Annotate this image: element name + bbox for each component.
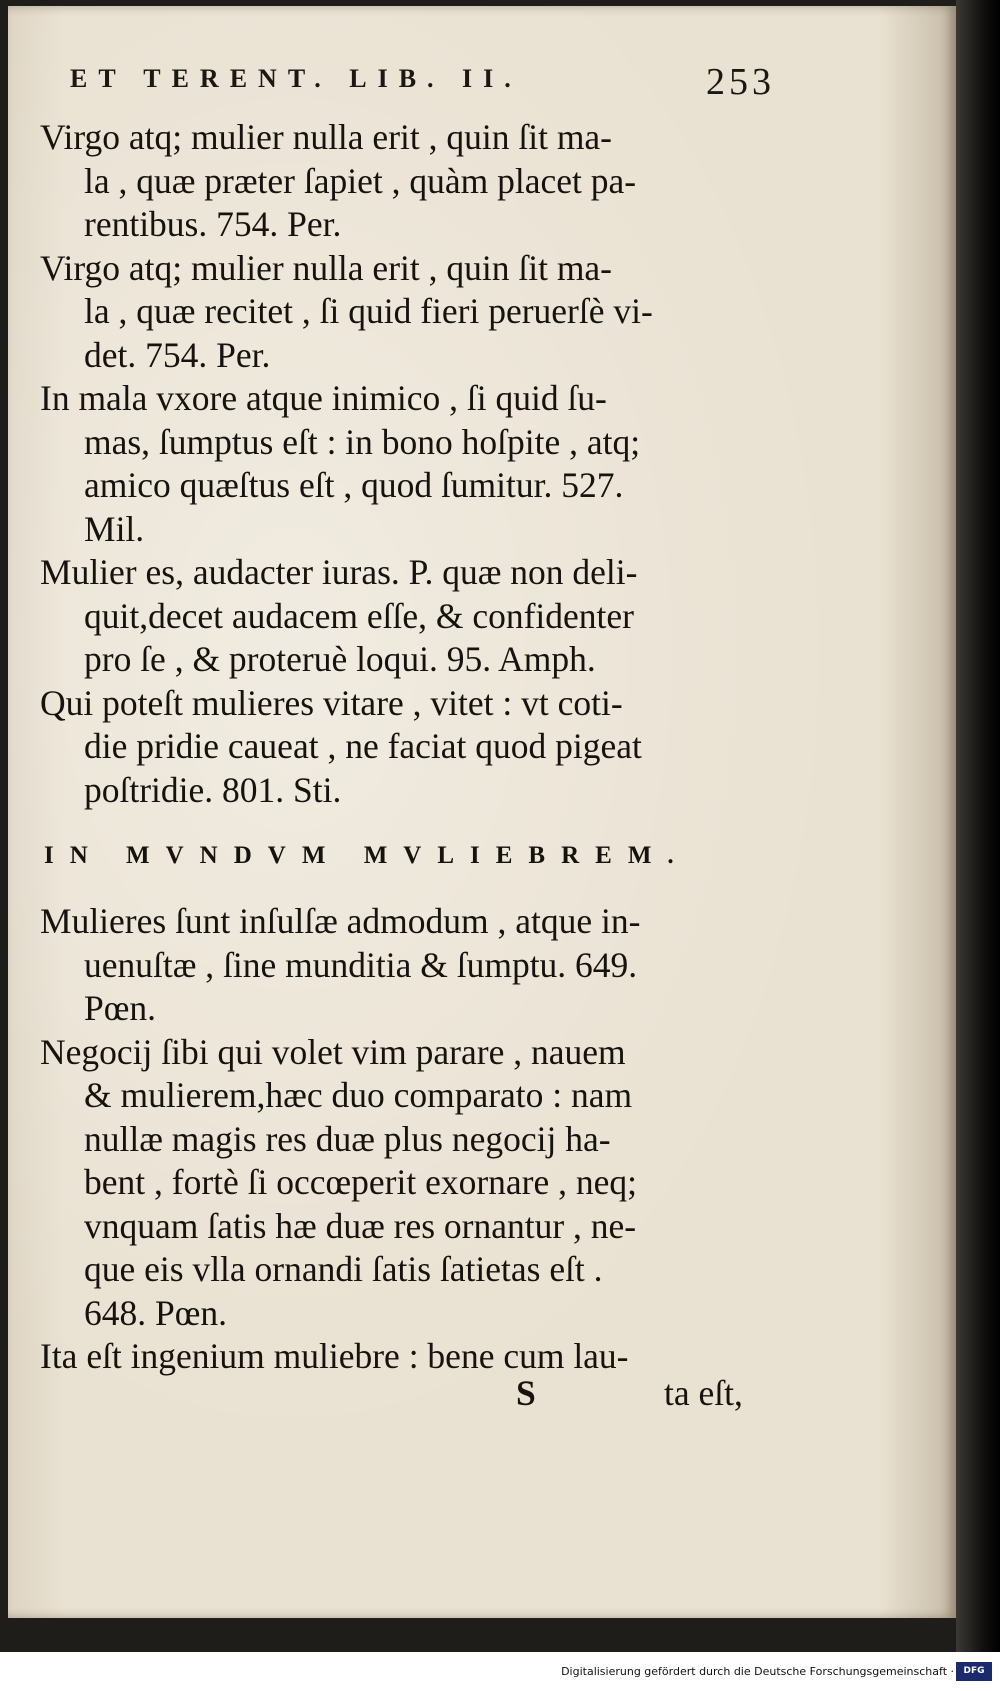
text-line: pro ſe , & proteruè loqui. 95. Amph. — [84, 639, 596, 679]
text-line: Virgo atq; mulier nulla erit , quin ſit ma- — [40, 247, 613, 288]
funding-credit: Digitalisierung gefördert durch die Deutsche Forschungsgemeinschaft · — [561, 1665, 954, 1678]
text-line: quit,decet audacem eſſe, & confidenter — [84, 595, 634, 636]
text-entry — [40, 116, 778, 247]
text-line: uenuſtæ , ſine munditia & ſumptu. 649. — [84, 944, 638, 985]
text-line: Mulier es, audacter iuras. P. quæ non deli- — [40, 552, 638, 592]
page-foot-line — [40, 1372, 778, 1416]
text-line: poſtridie. 801. Sti. — [84, 769, 342, 810]
text-entry — [40, 682, 778, 813]
running-head: ET TERENT. LIB. II. — [70, 64, 522, 93]
text-line: vnquam ſatis hæ duæ res ornantur , ne- — [84, 1205, 637, 1246]
text-line: la , quæ recitet , ſi quid fieri peruerſè vi- — [84, 291, 653, 331]
text-line: rentibus. 754. Per. — [84, 204, 342, 244]
text-line: bent , fortè ſi occœperit exornare , neq; — [84, 1162, 637, 1202]
entries-bottom — [40, 900, 778, 1379]
text-entry — [40, 551, 778, 682]
text-entry — [40, 1031, 778, 1336]
text-line: nullæ magis res duæ plus negocij ha- — [84, 1118, 611, 1159]
text-entry — [40, 377, 778, 551]
text-line: Virgo atq; mulier nulla erit , quin ſit ma- — [40, 117, 613, 157]
text-line: Qui poteſt mulieres vitare , vitet : vt coti- — [40, 682, 623, 723]
text-line: det. 754. Per. — [84, 334, 271, 375]
digitization-footer — [0, 1652, 1000, 1691]
dfg-logo-text: DFG — [957, 1663, 991, 1680]
text-line: amico quæſtus eſt , quod ſumitur. 527. — [84, 465, 624, 505]
main-text — [40, 116, 778, 1379]
entries-top — [40, 116, 778, 812]
text-line: die pridie caueat , ne faciat quod pigeat — [84, 726, 642, 766]
text-line: Negocij ſibi qui volet vim parare , nauem — [40, 1031, 626, 1072]
page-header — [70, 60, 775, 110]
text-line: Mil. — [84, 508, 145, 549]
text-line: la , quæ præter ſapiet , quàm placet pa- — [84, 160, 637, 201]
text-line: Mulieres ſunt inſulſæ admodum , atque in- — [40, 901, 641, 941]
text-line: In mala vxore atque inimico , ſi quid ſu- — [40, 378, 607, 418]
text-line: mas, ſumptus eſt : in bono hoſpite , atq; — [84, 421, 641, 462]
page-number: 253 — [706, 61, 775, 103]
text-entry — [40, 900, 778, 1031]
section-heading: IN MVNDVM MVLIEBREM. — [44, 842, 690, 869]
text-line: & mulierem,hæc duo comparato : nam — [84, 1075, 633, 1115]
text-line: 648. Pœn. — [84, 1292, 228, 1333]
text-line: Ita eſt ingenium muliebre : bene cum lau- — [40, 1336, 629, 1376]
book-spine-shadow — [956, 0, 1000, 1652]
text-entry — [40, 247, 778, 378]
signature-mark: S — [516, 1373, 536, 1413]
text-line: que eis vlla ornandi ſatis ſatietas eſt . — [84, 1249, 603, 1289]
dfg-logo — [956, 1662, 992, 1681]
text-line: Pœn. — [84, 988, 157, 1028]
catchword: ta eſt, — [664, 1373, 743, 1413]
